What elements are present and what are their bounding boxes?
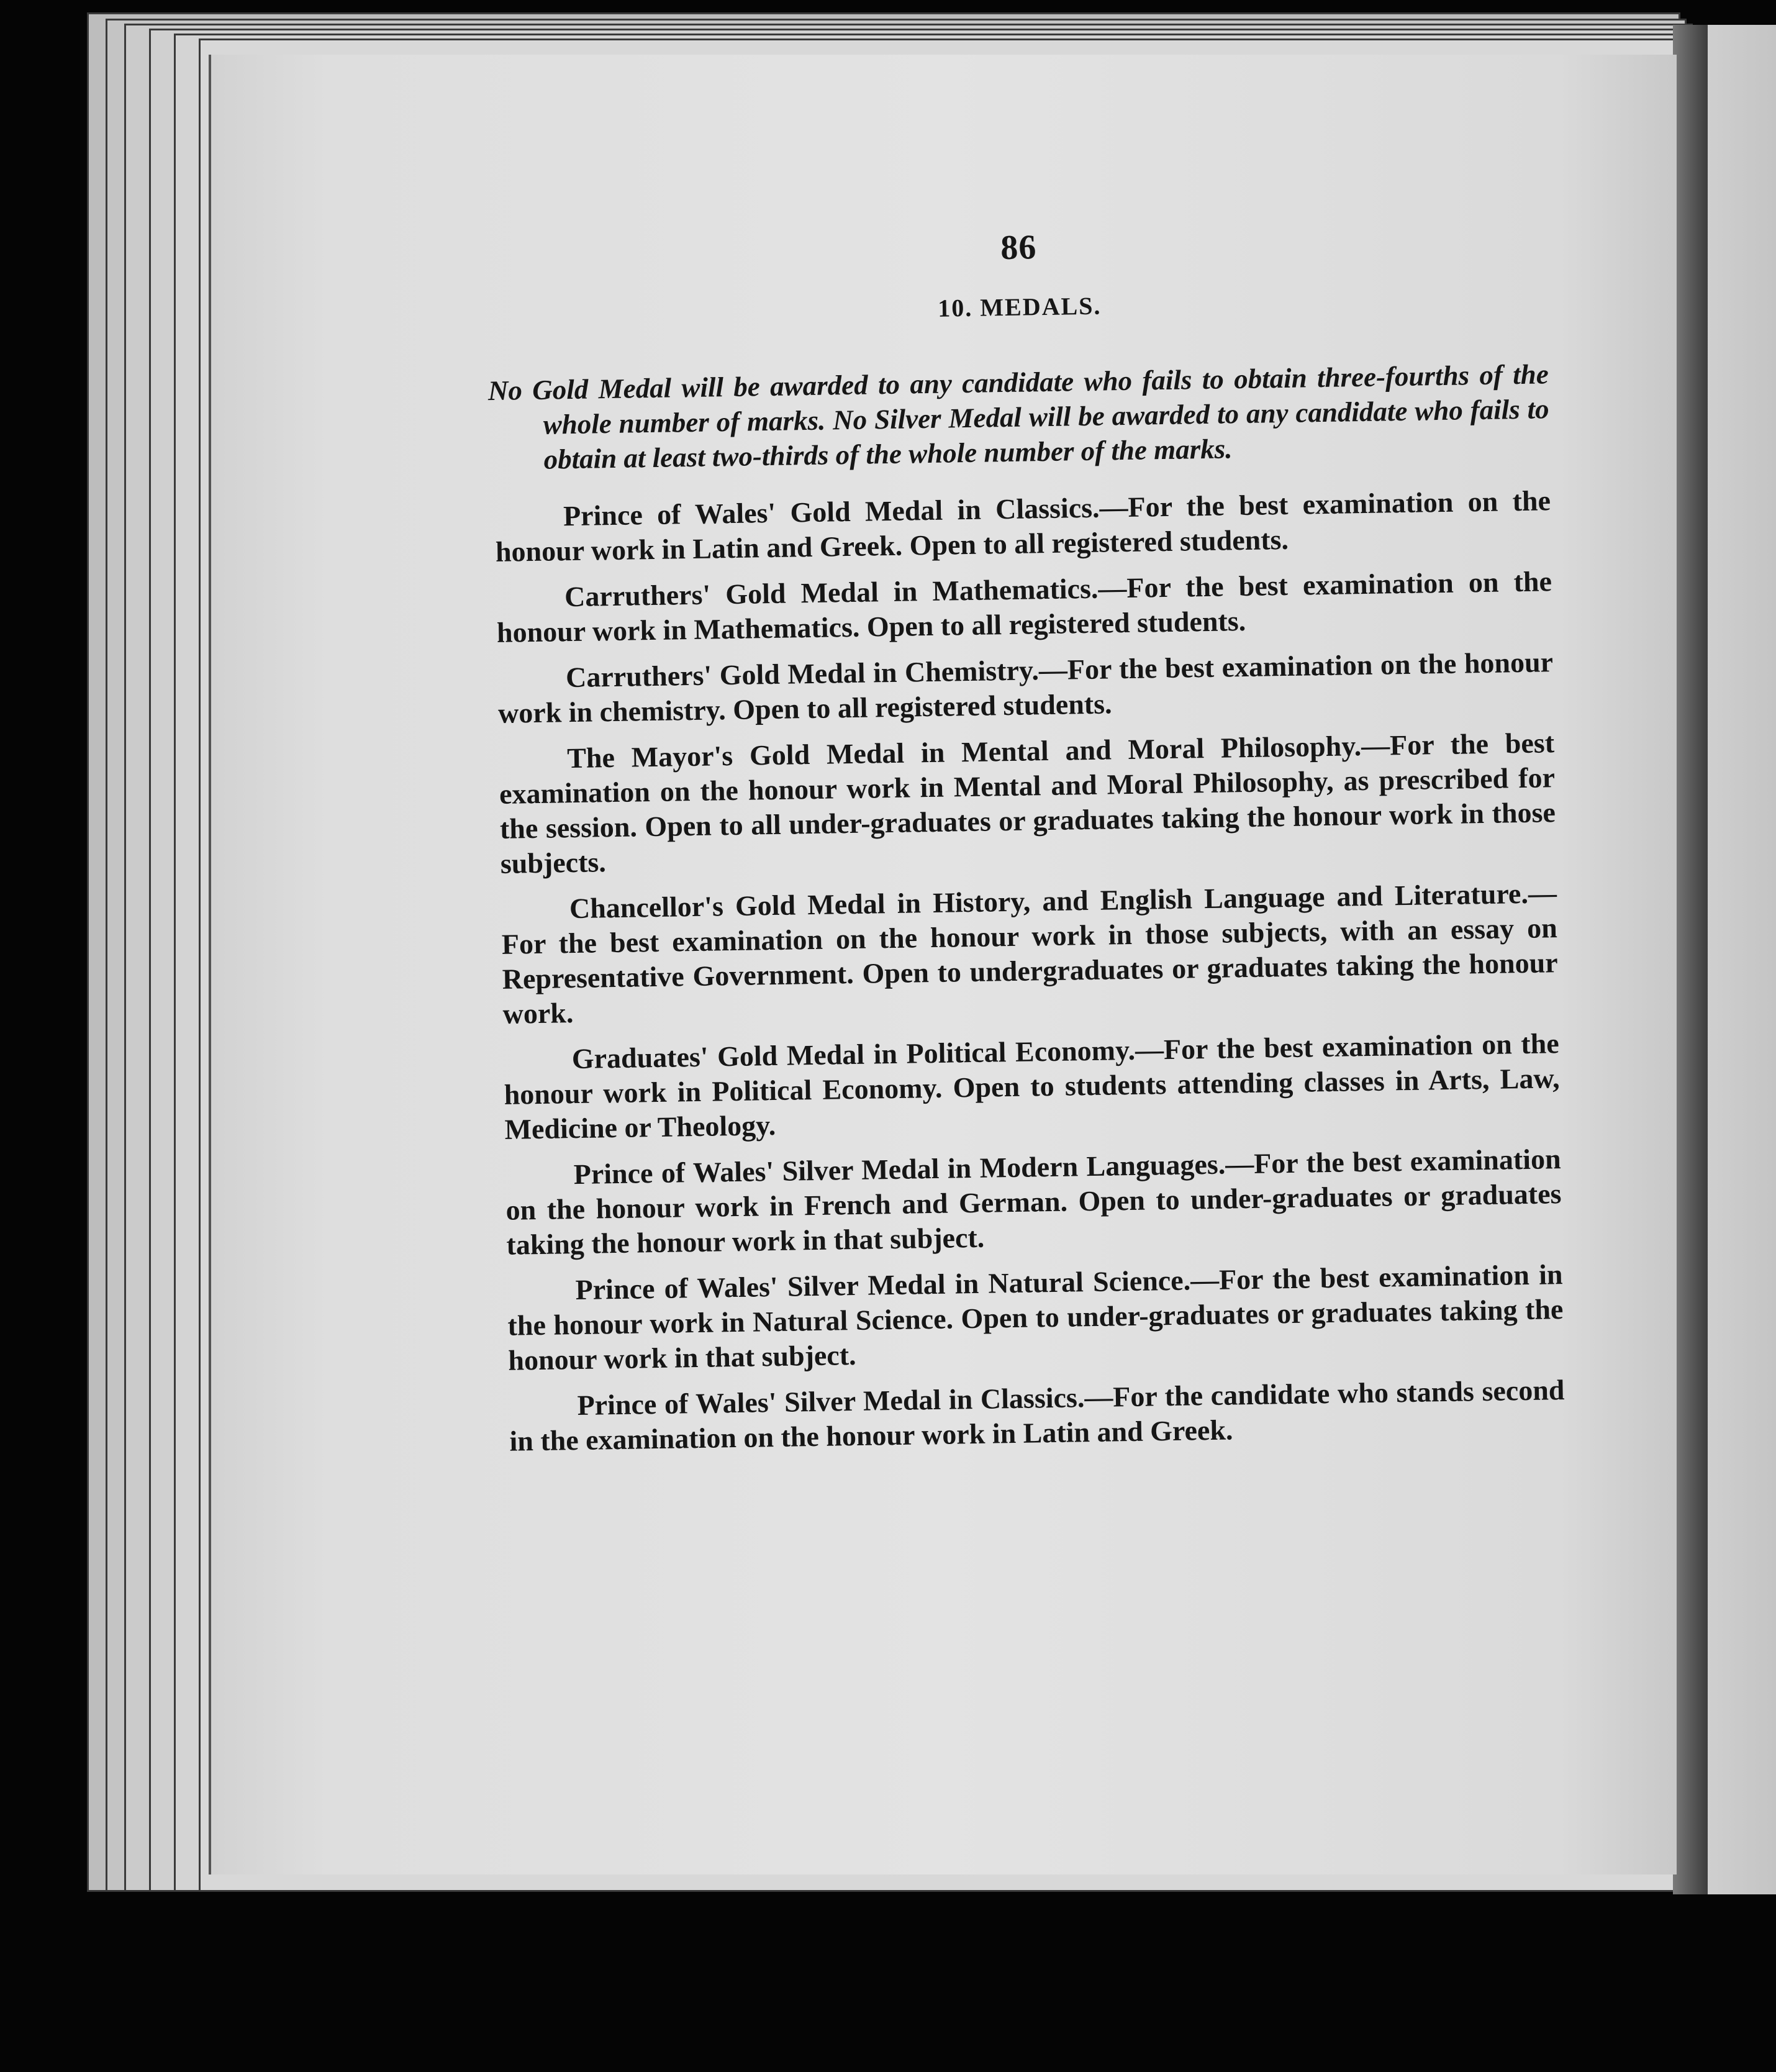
book-gutter	[1673, 25, 1708, 1894]
medal-entry: Prince of Wales' Silver Medal in Classics.—For the candidate who stands second in the examination on the honour work in Latin and Greek.	[509, 1374, 1565, 1457]
medal-entry: Prince of Wales' Gold Medal in Classics.—For the best examination on the honour work in Latin and Greek. Open to all registered students.	[495, 484, 1551, 568]
medal-entry: Chancellor's Gold Medal in History, and English Language and Literature.—For the best examination on the honour work in those subjects, with an essay on Representative Government. Open to undergraduates or graduates taking the honour work.	[501, 877, 1558, 1030]
medal-entry: Carruthers' Gold Medal in Mathematics.—For the best examination on the honour work in Mathematics. Open to all registered students.	[496, 565, 1552, 648]
medal-entry: The Mayor's Gold Medal in Mental and Moral Philosophy.—For the best examination on the honour work in Mental and Moral Philosophy, as prescribed for the session. Open to all under-graduates or graduates taking the honour work in those subjects.	[499, 727, 1556, 879]
page-content	[487, 219, 1565, 1458]
section-heading: 10. MEDALS.	[937, 291, 1102, 322]
medal-entry: Graduates' Gold Medal in Political Economy.—For the best examination on the honour work in Political Economy. Open to students attending classes in Arts, Law, Medicine or Theology.	[504, 1027, 1560, 1145]
page-number: 86	[1000, 228, 1037, 268]
medal-notice: No Gold Medal will be awarded to any candidate who fails to obtain three-fourths of the whole number of marks. No Silver Medal will be awarded to any candidate who fails to obtain at least two-thirds of the whole number of the marks.	[487, 358, 1549, 475]
medal-entry: Prince of Wales' Silver Medal in Natural Science.—For the best examination in the honour work in Natural Science. Open to under-graduates or graduates taking the honour work in that subject.	[507, 1258, 1564, 1376]
medal-entry: Carruthers' Gold Medal in Chemistry.—For the best examination on the honour work in chemistry. Open to all registered students.	[497, 646, 1554, 729]
medal-entry: Prince of Wales' Silver Medal in Modern Languages.—For the best examination on the honour work in French and German. Open to under-graduates or graduates taking the honour work in that subject.	[505, 1143, 1562, 1261]
facing-page	[1708, 25, 1776, 1894]
